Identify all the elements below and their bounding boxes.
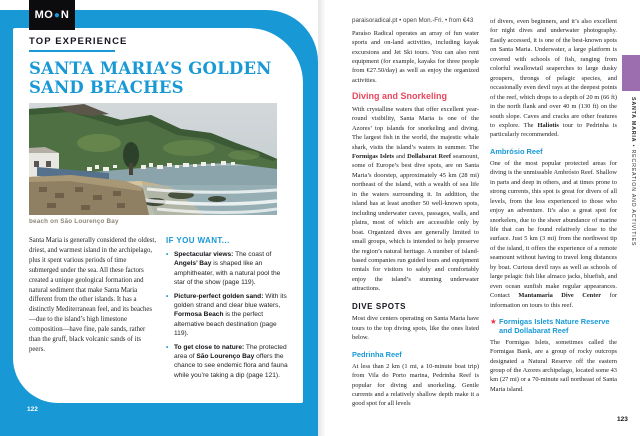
- section-name: RECREATION AND ACTIVITIES: [630, 149, 636, 247]
- heading-dive-spots: DIVE SPOTS: [352, 301, 407, 311]
- chapter-edge-label: [630, 97, 636, 246]
- page-gutter: [318, 0, 326, 436]
- kicker-top-experience: TOP EXPERIENCE: [29, 36, 128, 47]
- list-item-text: Picture-perfect golden sand: With its golden strand and clear blue waters, Formosa Beach is the perfect alternative beach destination (page 119).: [174, 292, 287, 337]
- beach-photo: [29, 103, 277, 215]
- list-item: [166, 343, 292, 380]
- paragraph-formigas: The Formigas Islets, sometimes called the Formigas Bank, are a group of rocky outcrops designated a Natural Reserve off the eastern group of the Azores archipelago, located some 43 km (27 mi) or a 70-minute sail northeast of Santa Maria island.: [490, 338, 617, 393]
- bullet-marker: •: [166, 292, 169, 300]
- moon-logo: [29, 0, 75, 30]
- if-you-want-list: [166, 250, 292, 380]
- paragraph-paraiso: Paraíso Radical operates an array of fun water sports and on-land activities, including kayak excursions and Jet Ski tours. You can also rent equipment (for example, kayaks for three people from €27.50/day) as well as enjoy the organized activities.: [352, 29, 479, 84]
- intro-paragraph: Santa Maria is generally considered the oldest, driest, and warmest island in the archipelago, plus it spent various periods of time submerged under the sea. All these factors created a unique geological formation and natural sediment that make Santa Maria different from the other islands. It has a distinctly Mediterranean feel, and its beaches—due to the island’s high limestone composition—have fine, pale sands, rather than the gruff, black volcanic sands of its peers.: [29, 237, 157, 353]
- moon-logo-text-left: MO: [34, 9, 54, 21]
- heading-diving-snorkeling: Diving and Snorkeling: [352, 91, 448, 102]
- kicker-underline: [29, 50, 115, 52]
- bullet-marker: •: [166, 343, 169, 351]
- star-icon: ★: [490, 317, 497, 327]
- right-page: [320, 0, 640, 436]
- heading-ambrosio-reef: Ambrósio Reef: [490, 146, 543, 156]
- right-column-2: [490, 17, 617, 394]
- listing-meta: paraisoradical.pt • open Mon.-Fri. • from €43: [352, 17, 474, 24]
- list-item-text: Spectacular views: The coast of Angels’ Bay is shaped like an amphitheater, with a natural pool the star of the show (page 119).: [174, 251, 281, 286]
- chapter-name: SANTA MARIA: [630, 97, 636, 143]
- bullet-marker: •: [166, 251, 169, 258]
- heading-pedrinha-reef: Pedrinha Reef: [352, 349, 402, 359]
- moon-logo-text-right: N: [60, 9, 70, 21]
- paragraph-ambrosio: One of the most popular protected areas for diving is the unmissable Ambrósio Reef. Shallow in parts and deep in others, and at times prone to strong currents, this spot is great for divers of all levels, from the less experienced to those who enjoy an adventure. It’s also a great spot for snorkelers, due to the sheer abundance of marine life that can be found relatively close to the surface. Just 5 km (3 mi) from the northwest tip of the island, it offers the experience of a remote seamount without having to travel long distances by boat. Curious devil rays as well as schools of large pelagic fish like almaco jacks, bluefish, and even ocean sunfish make regular appearances. Contact Mantamaria Dive Center for information on tours to this reef.: [490, 159, 617, 309]
- paragraph-pedrinha-col1: At less than 2 km (1 mi, a 10-minute boat trip) from Vila do Porto marina, Pedrinha Reef is popular for diving and snorkeling. Gentle currents and a relatively shallow depth make it a good spot for all levels: [352, 362, 479, 408]
- beach-photo-illustration: [29, 103, 277, 215]
- moon-dot-icon: ●: [53, 9, 61, 21]
- left-page-columns: [29, 236, 292, 384]
- page-number-right: 123: [617, 416, 628, 423]
- page-number-left: 122: [27, 406, 38, 413]
- list-item-text: To get close to nature: The protected area of São Lourenço Bay offers the chance to see endemic flora and fauna while you’re taking a dip (page 121).: [174, 343, 288, 379]
- chapter-separator: •: [630, 142, 636, 150]
- list-item: [166, 250, 292, 287]
- list-item: [166, 292, 292, 338]
- paragraph-pedrinha-col2: of divers, even beginners, and it’s also excellent for night dives and underwater photography. Easily accessed, it is one of the best-known spots on Santa Maria. Underwater, a large platform is covered with schools of fish, ranging from colorful swallowtail seaperches to large dusky groupers, throngs of pelagic species, and occasionally even devil rays at the deepest points of the reef, which drops to a depth of 20 m (66 ft) in the north flank and over 40 m (130 ft) on the south slope. Caves and cracks are other features to explore. The Haliotis tour to Pedrinha is particularly recommended.: [490, 18, 617, 139]
- page-title: SANTA MARIA’S GOLDEN SAND BEACHES: [29, 59, 272, 98]
- if-you-want-heading: IF YOU WANT...: [166, 236, 230, 245]
- heading-formigas: [490, 317, 617, 335]
- photo-caption: beach on São Lourenço Bay: [29, 218, 119, 225]
- chapter-edge-tab: [622, 55, 640, 91]
- right-column-1: [352, 17, 479, 409]
- if-you-want-box: [166, 236, 292, 384]
- paragraph-dive-spots: Most dive centers operating on Santa Maria have tours to the top diving spots, like the ones listed below.: [352, 315, 479, 342]
- heading-formigas-text: Formigas Islets Nature Reserve and Dollabarat Reef: [499, 317, 610, 336]
- paragraph-diving: With crystalline waters that offer excellent year-round visibility, Santa Maria is one of the Azores’ top islands for snorkeling and diving. The largest fish in the world, the majestic whale shark, visits the island’s waters in summer. The Formigas Islets and Dollabarat Reef seamount, some of Europe’s best dive spots, are on Santa Maria’s doorstep, approximately 45 km (28 mi) northeast of the island, with a wealth of sea life in the waters surrounding it. In addition, the island has at least another 50 well-known spots, including underwater caves, passages, walls, and plains, most of which are accessible only by boat. Organized dives are generally limited to small groups, which is intended to help preserve the region’s natural heritage. A number of island-based companies run guided tours and equipment rentals for visitors to safely and comfortably enjoy the island’s stunning underwater attractions.: [352, 105, 479, 293]
